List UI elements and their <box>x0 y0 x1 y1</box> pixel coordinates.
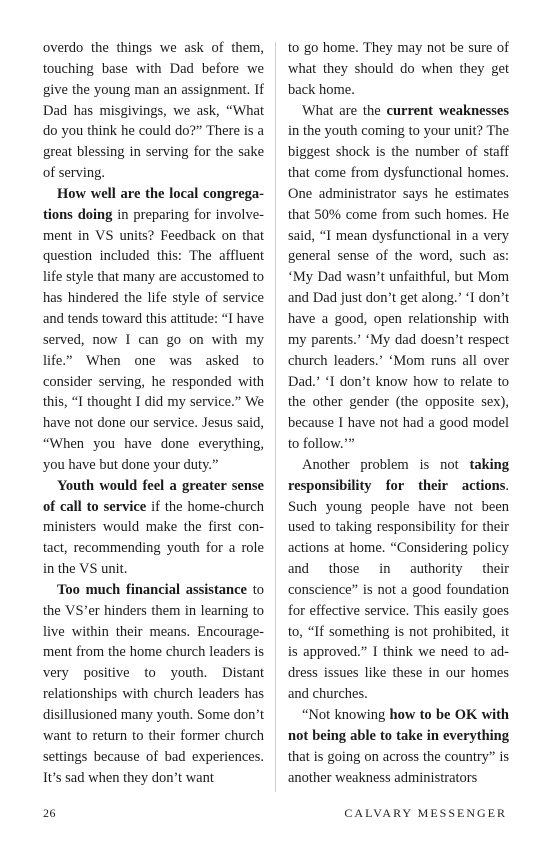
paragraph <box>43 476 264 580</box>
paragraph-text: to the VS’er hinders them in learning to live within their means. Encouragement from the home church leaders is very positive to youth. Distant relationships with church leaders has disillusioned many youth. Some don’t want to return to their former church settings because of bad experiences. It’s sad when they don’t want <box>43 581 265 786</box>
paragraph <box>288 455 509 705</box>
paragraph-text: if the home-church ministers would make the first contact, recommending youth for a role in the VS unit. <box>43 498 264 578</box>
paragraph-text: “Not knowing <box>302 707 390 723</box>
paragraph <box>43 580 264 788</box>
paragraph <box>288 38 509 101</box>
running-title: CALVARY MESSENGER <box>344 806 507 820</box>
bold-lead: Too much financial assistance <box>57 581 247 598</box>
paragraph-text: to go home. They may not be sure of what they should do when they get back home. <box>288 40 509 98</box>
bold-lead: How well are the local congregations doing <box>43 185 264 223</box>
bold-lead: how to be OK with not being able to take in everything <box>288 707 509 744</box>
paragraph-text: that is going on across the country” is another weakness administrators <box>288 748 509 786</box>
paragraph-text: What are the <box>302 102 387 119</box>
page-number: 26 <box>43 806 56 820</box>
paragraph-text: . Such young people have not been used to taking responsibility for their actions at home. “Considering policy and those in authority their conscience” is not a good foundation for effective service. This easily goes to, “If something is not prohibited, it is approved.” I think we need to address issues like these in our homes and churches. <box>288 477 509 703</box>
bold-lead: current weaknesses <box>386 102 509 119</box>
right-column <box>288 38 509 788</box>
bold-lead: taking responsibility for their actions <box>288 456 509 494</box>
paragraph <box>288 705 509 788</box>
paragraph-text: overdo the things we ask of them, touching base with Dad before we give the young man an assignment. If Dad has misgivings, we ask, “What do you think he could do?” There is a great blessing in serving for the sake of serving. <box>43 40 264 182</box>
paragraph <box>43 38 264 184</box>
paragraph <box>288 101 509 455</box>
column-divider <box>275 42 276 792</box>
paragraph-text: Another problem is not <box>302 456 470 473</box>
bold-lead: Youth would feel a greater sense of call to service <box>43 477 264 515</box>
paragraph-text: in preparing for involvement in VS units? Feedback on that question included this: The affluent life style that many are accustomed to has hindered the life style of service and tends toward this attitude: “I have served, now I can go on with my life.” When one was asked to consider serving, he responded with this, “I thought I did my service.” We have not done our service. Jesus said, “When you have done everything, you have but done your duty.” <box>43 206 264 473</box>
paragraph <box>43 184 264 476</box>
left-column <box>43 38 264 788</box>
paragraph-text: in the youth coming to your unit? The biggest shock is the number of staff that come from dysfunctional homes. One administrator says he estimates that 50% come from such homes. He said, “I mean dysfunctional in a very general sense of the word, such as: ‘My Dad wasn’t unfaithful, but Mom and Dad just don’t get along.’ ‘I don’t have a good, open relationship with my parents.’ ‘My dad doesn’t respect church leaders.’ ‘Mom runs all over Dad.’ ‘I don’t know how to relate to the other gender (the opposite sex), because I have not had a good model to follow.’” <box>288 123 509 453</box>
